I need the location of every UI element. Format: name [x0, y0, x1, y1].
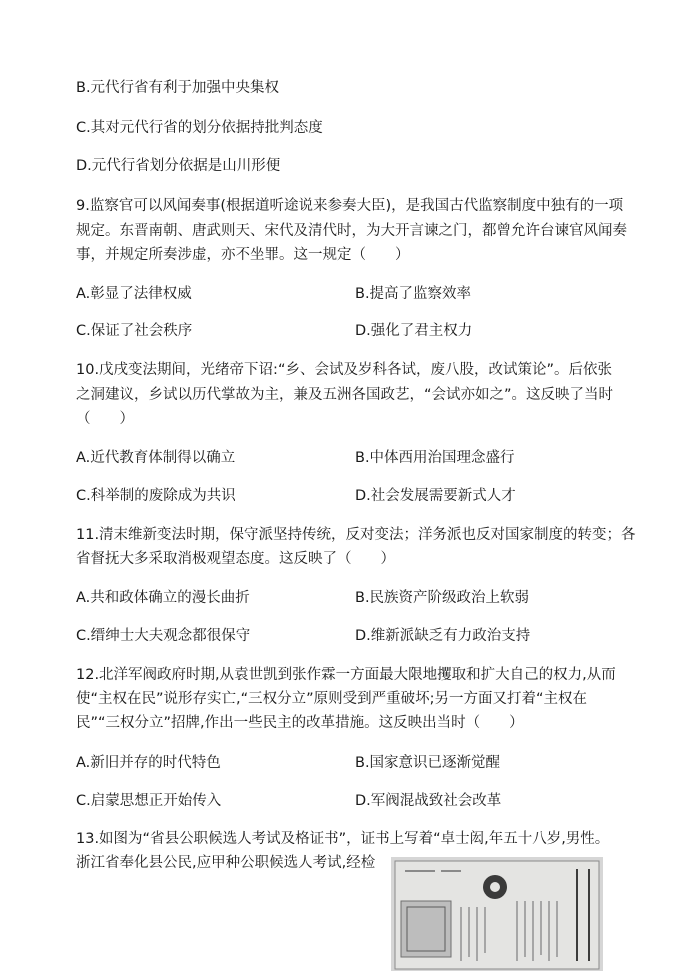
q10-stem-line-3: （ ） — [76, 411, 134, 427]
q11-stem-line-1: 11.清末维新变法时期，保守派坚持传统，反对变法；洋务派也反对国家制度的转变；各 — [76, 527, 636, 543]
q12-stem-line-3: 民”“三权分立”招牌,作出一些民主的改革措施。这反映出当时（ ） — [76, 715, 524, 731]
q10-stem-line-1: 10.戊戌变法期间，光绪帝下诏:“乡、会试及岁科各试，废八股，改试策论”。后依张 — [76, 362, 612, 378]
certificate-image — [391, 857, 603, 971]
q9-option-d: D.强化了君主权力 — [355, 323, 473, 339]
q8-option-b: B.元代行省有利于加强中央集权 — [76, 80, 280, 96]
q13-stem-line-2: 浙江省奉化县公民,应甲种公职候选人考试,经检 — [76, 855, 376, 871]
q10-option-a: A.近代教育体制得以确立 — [76, 450, 236, 466]
q9-option-b: B.提高了监察效率 — [355, 286, 472, 302]
q11-option-b: B.民族资产阶级政治上软弱 — [355, 590, 530, 606]
q12-option-d: D.军阀混战致社会改革 — [355, 793, 502, 809]
q12-stem-line-2: 使“主权在民”说形存实亡,“三权分立”原则受到严重破坏;另一方面又打着“主权在 — [76, 691, 588, 707]
q11-option-c: C.缙绅士大夫观念都很保守 — [76, 628, 251, 644]
q9-stem-line-3: 事，并规定所奏涉虚，亦不坐罪。这一规定（ ） — [76, 247, 410, 263]
q8-option-c: C.其对元代行省的划分依据持批判态度 — [76, 120, 323, 136]
q10-stem-line-2: 之洞建议，乡试以历代掌故为主，兼及五洲各国政艺，“会试亦如之”。这反映了当时 — [76, 387, 614, 403]
q9-option-a: A.彰显了法律权威 — [76, 286, 192, 302]
q10-option-d: D.社会发展需要新式人才 — [355, 488, 516, 504]
q11-option-a: A.共和政体确立的漫长曲折 — [76, 590, 250, 606]
q9-stem-line-1: 9.监察官可以风闻奏事(根据道听途说来参奏大臣)，是我国古代监察制度中独有的一项 — [76, 198, 624, 214]
q8-option-d: D.元代行省划分依据是山川形便 — [76, 158, 281, 174]
q11-option-d: D.维新派缺乏有力政治支持 — [355, 628, 531, 644]
q10-option-c: C.科举制的废除成为共识 — [76, 488, 236, 504]
q13-stem-line-1: 13.如图为“省县公职候选人考试及格证书”，证书上写着“卓士闳,年五十八岁,男性。 — [76, 831, 610, 847]
q12-option-c: C.启蒙思想正开始传入 — [76, 793, 222, 809]
q12-option-b: B.国家意识已逐渐觉醒 — [355, 755, 501, 771]
q9-stem-line-2: 规定。东晋南朝、唐武则天、宋代及清代时，为大开言谏之门，都曾允许台谏官风闻奏 — [76, 223, 627, 239]
q12-option-a: A.新旧并存的时代特色 — [76, 755, 221, 771]
q12-stem-line-1: 12.北洋军阀政府时期,从袁世凯到张作霖一方面最大限地攫取和扩大自己的权力,从而 — [76, 667, 616, 683]
q9-option-c: C.保证了社会秩序 — [76, 323, 193, 339]
q11-stem-line-2: 省督抚大多采取消极观望态度。这反映了（ ） — [76, 551, 395, 567]
q10-option-b: B.中体西用治国理念盛行 — [355, 450, 515, 466]
